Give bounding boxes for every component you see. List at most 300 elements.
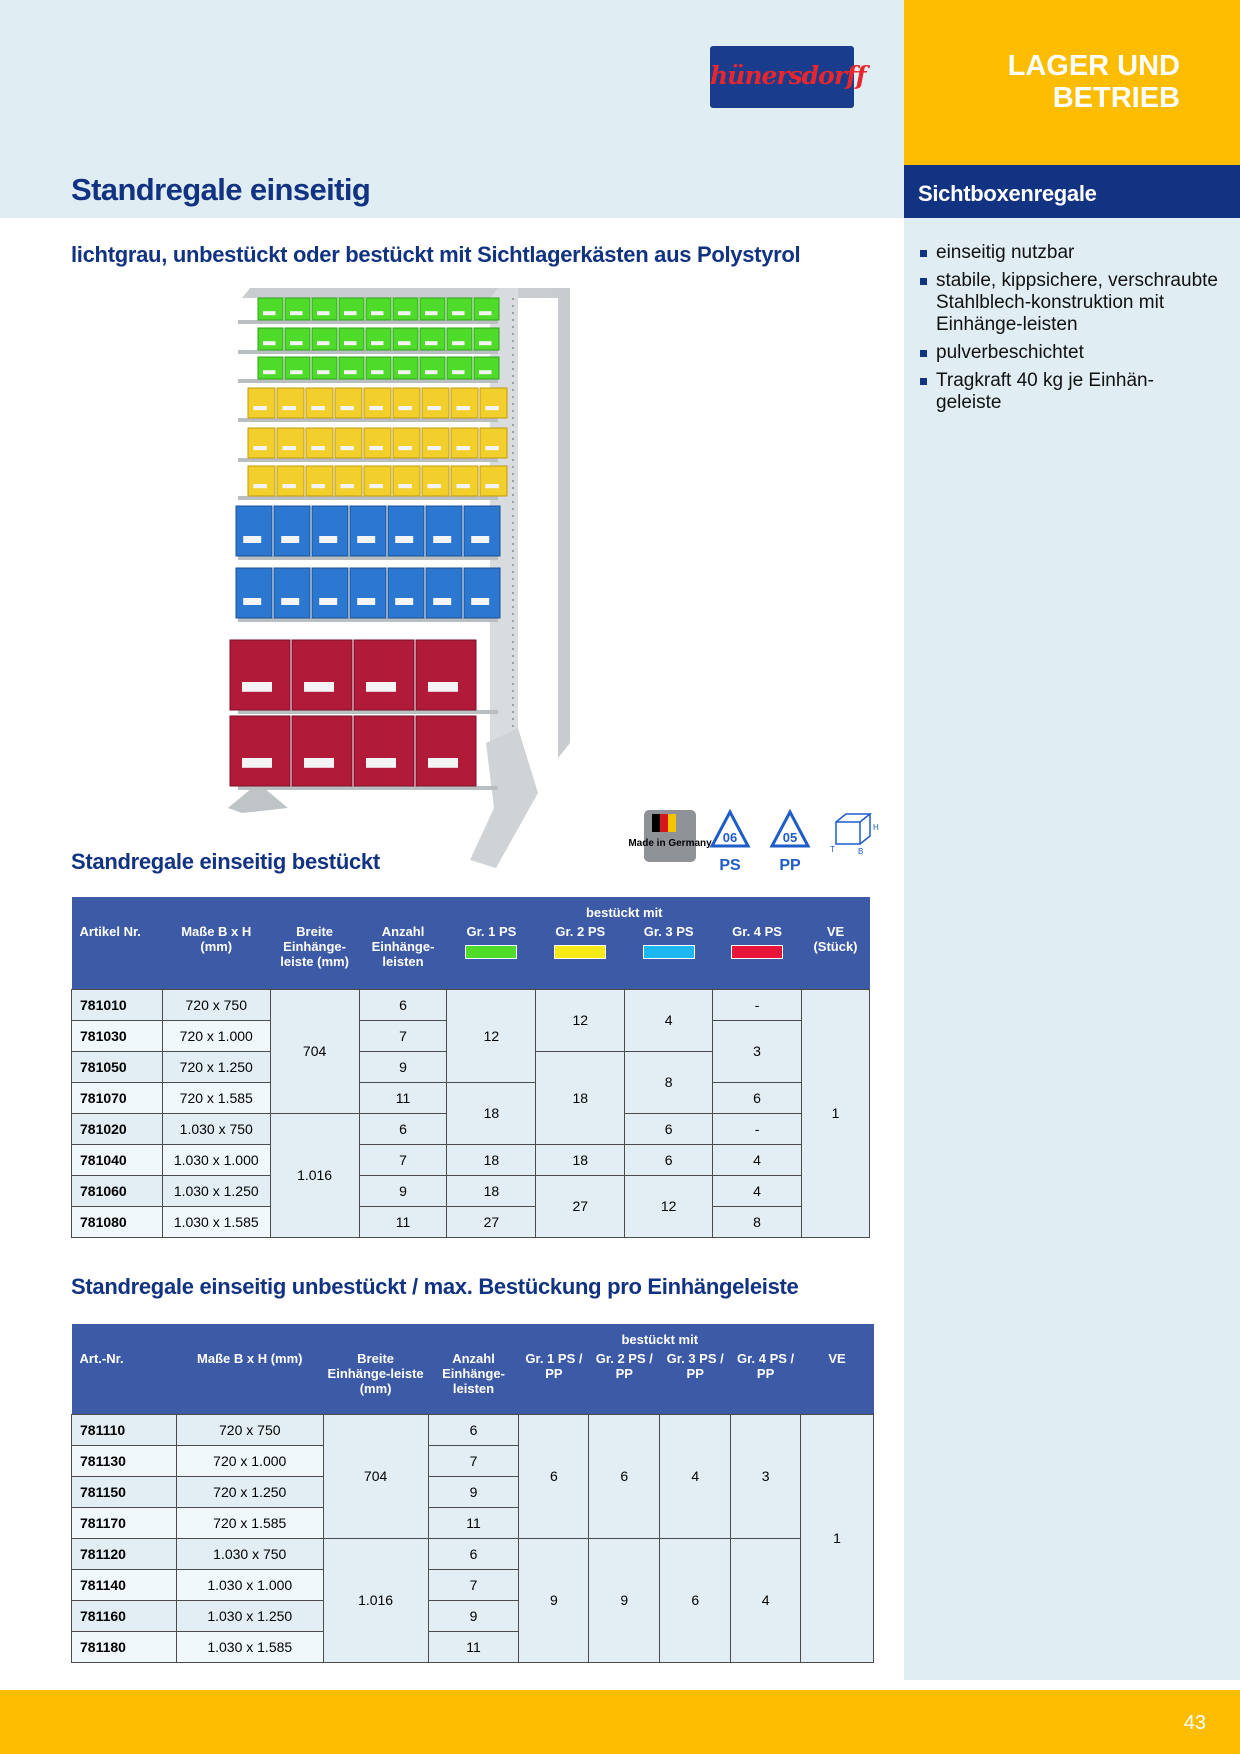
- art-nr: 781110: [72, 1414, 177, 1445]
- storage-bin: [480, 388, 507, 418]
- anzahl: 9: [359, 1051, 447, 1082]
- storage-bin: [248, 466, 275, 496]
- bin-label: [282, 484, 296, 488]
- gr4-value: 4: [713, 1175, 802, 1206]
- dimensions: 1.030 x 1.000: [176, 1569, 323, 1600]
- table-unbestueckt: [71, 1324, 874, 1663]
- storage-bin: [422, 428, 449, 458]
- storage-bin: [447, 357, 472, 379]
- gr3-value: 6: [625, 1113, 713, 1144]
- storage-bin: [285, 298, 310, 320]
- brand-logo: hünersdorff: [710, 46, 854, 108]
- storage-bin: [447, 328, 472, 350]
- anzahl: 6: [428, 1538, 519, 1569]
- art-nr: 781080: [72, 1206, 163, 1237]
- storage-bin: [292, 716, 352, 786]
- anzahl: 11: [359, 1206, 447, 1237]
- bin-label: [398, 370, 411, 374]
- table-row: [72, 989, 870, 1020]
- gr1-value: 12: [447, 989, 536, 1082]
- storage-bin: [236, 506, 272, 556]
- storage-bin: [366, 298, 391, 320]
- gr3-value: 12: [625, 1175, 713, 1237]
- bin-label: [452, 341, 465, 345]
- hanging-rail: [238, 496, 498, 500]
- bin-label: [485, 484, 499, 488]
- bin-label: [253, 446, 267, 450]
- anzahl: 7: [428, 1569, 519, 1600]
- bin-label: [344, 370, 357, 374]
- storage-bin: [306, 466, 333, 496]
- header-spacer: [801, 1324, 874, 1347]
- bin-label: [369, 446, 383, 450]
- anzahl: 6: [359, 989, 447, 1020]
- yellow-swatch: [554, 945, 606, 959]
- storage-bin: [393, 357, 418, 379]
- anzahl: 11: [428, 1631, 519, 1662]
- bin-label: [290, 370, 303, 374]
- hanging-rail: [238, 618, 498, 622]
- dim-t-label: T: [830, 845, 835, 854]
- gr4-value: 6: [713, 1082, 802, 1113]
- storage-bin: [230, 716, 290, 786]
- hanging-rail: [238, 710, 498, 714]
- dimensions: 720 x 750: [176, 1414, 323, 1445]
- col-header-art: Artikel Nr.: [72, 920, 163, 989]
- storage-bin: [393, 298, 418, 320]
- dimensions: 1.030 x 1.250: [162, 1175, 270, 1206]
- table-row: [72, 1175, 870, 1206]
- bin-label: [282, 446, 296, 450]
- bin-label: [428, 682, 458, 692]
- bin-label: [485, 446, 499, 450]
- anzahl: 6: [428, 1414, 519, 1445]
- col-header-gr4: [713, 920, 802, 989]
- bin-label: [243, 598, 261, 605]
- storage-bin: [464, 568, 500, 618]
- ve-value: 1: [801, 989, 869, 1237]
- anzahl: 7: [359, 1020, 447, 1051]
- bin-label: [319, 536, 337, 543]
- bin-label: [452, 370, 465, 374]
- bin-label: [357, 598, 375, 605]
- bin-label: [311, 484, 325, 488]
- storage-bin: [393, 428, 420, 458]
- bin-label: [428, 758, 458, 768]
- bin-label: [263, 370, 276, 374]
- storage-bin: [312, 506, 348, 556]
- table2-heading: Standregale einseitig unbestückt / max. Bestückung pro Einhängeleiste: [71, 1274, 799, 1299]
- page-subtitle: lichtgrau, unbestückt oder bestückt mit Sichtlagerkästen aus Polystyrol: [71, 242, 801, 267]
- storage-bin: [350, 506, 386, 556]
- feature-item: stabile, kippsichere, verschraubte Stahlblech-konstruktion mit Einhänge-leisten: [918, 270, 1218, 336]
- storage-bin: [350, 568, 386, 618]
- storage-bin: [339, 328, 364, 350]
- group-header: bestückt mit: [519, 1324, 801, 1347]
- col-header-breite: Breite Einhänge-leiste (mm): [270, 920, 359, 989]
- gr4-value: 4: [713, 1144, 802, 1175]
- bin-label: [471, 536, 489, 543]
- gr1-value: 18: [447, 1175, 536, 1206]
- bin-label: [395, 598, 413, 605]
- bin-label: [317, 370, 330, 374]
- table-row: [72, 1144, 870, 1175]
- bin-label: [371, 311, 384, 315]
- col-header-gr2: Gr. 2 PS / PP: [589, 1347, 660, 1414]
- bin-label: [290, 311, 303, 315]
- bin-label: [427, 406, 441, 410]
- bin-label: [427, 484, 441, 488]
- bin-label: [479, 311, 492, 315]
- gr4-value: 3: [731, 1414, 801, 1538]
- gr1-value: 9: [519, 1538, 589, 1662]
- red-swatch: [731, 945, 783, 959]
- bin-label: [479, 341, 492, 345]
- gr3-value: 4: [625, 989, 713, 1051]
- storage-bin: [274, 568, 310, 618]
- storage-bin: [354, 640, 414, 710]
- storage-bin: [422, 388, 449, 418]
- bin-label: [263, 311, 276, 315]
- gr3-value: 6: [660, 1538, 731, 1662]
- dimensions: 720 x 1.585: [162, 1082, 270, 1113]
- gr2-value: 18: [536, 1144, 625, 1175]
- col-header-art: Art.-Nr.: [72, 1347, 177, 1414]
- header-spacer: [72, 1324, 519, 1347]
- storage-bin: [248, 388, 275, 418]
- bin-label: [427, 446, 441, 450]
- col-header-gr3: Gr. 3 PS / PP: [660, 1347, 731, 1414]
- storage-bin: [312, 357, 337, 379]
- feature-list: [918, 242, 1218, 420]
- bin-label: [243, 536, 261, 543]
- art-nr: 781180: [72, 1631, 177, 1662]
- bin-label: [433, 536, 451, 543]
- storage-bin: [464, 506, 500, 556]
- col-header-gr4-label: Gr. 4 PS: [732, 924, 782, 939]
- bin-label: [369, 484, 383, 488]
- col-header-gr3-label: Gr. 3 PS: [643, 924, 694, 939]
- gr2-value: 18: [536, 1051, 625, 1144]
- storage-bin: [364, 388, 391, 418]
- col-header-gr4: Gr. 4 PS / PP: [731, 1347, 801, 1414]
- storage-bin: [366, 357, 391, 379]
- dimensions: 720 x 1.250: [176, 1476, 323, 1507]
- gr3-value: 8: [625, 1051, 713, 1113]
- bin-label: [253, 484, 267, 488]
- art-nr: 781010: [72, 989, 163, 1020]
- dim-h-label: H: [873, 823, 879, 832]
- bin-label: [304, 682, 334, 692]
- storage-bin: [339, 298, 364, 320]
- bin-label: [263, 341, 276, 345]
- col-header-ve: VE (Stück): [801, 920, 869, 989]
- bin-label: [282, 406, 296, 410]
- storage-bin: [258, 357, 283, 379]
- art-nr: 781150: [72, 1476, 177, 1507]
- storage-bin: [364, 466, 391, 496]
- art-nr: 781070: [72, 1082, 163, 1113]
- subcategory-title: Sichtboxenregale: [918, 181, 1097, 206]
- storage-bin: [277, 466, 304, 496]
- art-nr: 781130: [72, 1445, 177, 1476]
- hanging-rail: [238, 556, 498, 560]
- storage-bin: [451, 466, 478, 496]
- bin-label: [340, 406, 354, 410]
- storage-bin: [388, 506, 424, 556]
- storage-bin: [312, 568, 348, 618]
- pp-recycling-code: 05: [782, 830, 798, 845]
- gr3-value: 4: [660, 1414, 731, 1538]
- subcategory-bar: [904, 165, 1240, 218]
- storage-bin: [306, 388, 333, 418]
- gr1-value: 18: [447, 1082, 536, 1144]
- hanging-rail: [238, 418, 498, 422]
- breite: 1.016: [323, 1538, 428, 1662]
- storage-bin: [335, 428, 362, 458]
- dim-b-label: B: [858, 847, 864, 856]
- storage-bin: [312, 328, 337, 350]
- bin-label: [398, 311, 411, 315]
- storage-bin: [451, 388, 478, 418]
- breite: 704: [270, 989, 359, 1113]
- header-spacer: [801, 897, 869, 920]
- category-title: LAGER UND BETRIEB: [1007, 50, 1180, 114]
- bin-label: [253, 406, 267, 410]
- hanging-rail: [238, 320, 498, 324]
- bin-label: [395, 536, 413, 543]
- col-header-dim: Maße B x H (mm): [162, 920, 270, 989]
- bin-label: [281, 598, 299, 605]
- bin-label: [340, 484, 354, 488]
- anzahl: 9: [359, 1175, 447, 1206]
- storage-bin: [426, 568, 462, 618]
- bin-label: [344, 311, 357, 315]
- art-nr: 781160: [72, 1600, 177, 1631]
- art-nr: 781040: [72, 1144, 163, 1175]
- bin-label: [366, 758, 396, 768]
- bin-label: [311, 406, 325, 410]
- bin-label: [242, 682, 272, 692]
- storage-bin: [339, 357, 364, 379]
- bin-label: [369, 406, 383, 410]
- storage-bin: [393, 388, 420, 418]
- ve-value: 1: [801, 1414, 874, 1662]
- col-header-gr2: [536, 920, 625, 989]
- category-box: [904, 0, 1240, 165]
- gr1-value: 27: [447, 1206, 536, 1237]
- table1-heading: Standregale einseitig bestückt: [71, 849, 380, 874]
- storage-bin: [420, 328, 445, 350]
- bin-label: [340, 446, 354, 450]
- storage-bin: [416, 716, 476, 786]
- bin-label: [319, 598, 337, 605]
- gr2-value: 9: [589, 1538, 660, 1662]
- storage-bin: [277, 428, 304, 458]
- gr4-value: 4: [731, 1538, 801, 1662]
- storage-bin: [447, 298, 472, 320]
- feature-item: einseitig nutzbar: [918, 242, 1218, 264]
- gr1-value: 6: [519, 1414, 589, 1538]
- anzahl: 7: [359, 1144, 447, 1175]
- anzahl: 9: [428, 1600, 519, 1631]
- bin-label: [456, 406, 470, 410]
- dimensions: 1.030 x 750: [162, 1113, 270, 1144]
- anzahl: 9: [428, 1476, 519, 1507]
- blue-swatch: [643, 945, 695, 959]
- gr1-value: 18: [447, 1144, 536, 1175]
- storage-bin: [306, 428, 333, 458]
- dimensions: 1.030 x 750: [176, 1538, 323, 1569]
- dimensions: 1.030 x 1.000: [162, 1144, 270, 1175]
- dimensions: 720 x 1.250: [162, 1051, 270, 1082]
- bin-label: [344, 341, 357, 345]
- table-bestueckt: [71, 897, 870, 1238]
- bin-label: [485, 406, 499, 410]
- col-header-breite: Breite Einhänge-leiste (mm): [323, 1347, 428, 1414]
- gr2-value: 12: [536, 989, 625, 1051]
- art-nr: 781050: [72, 1051, 163, 1082]
- col-header-gr3: [625, 920, 713, 989]
- storage-bin: [366, 328, 391, 350]
- group-header: bestückt mit: [447, 897, 802, 920]
- bin-label: [471, 598, 489, 605]
- storage-bin: [258, 298, 283, 320]
- bin-label: [304, 758, 334, 768]
- storage-bin: [354, 716, 414, 786]
- bin-label: [425, 311, 438, 315]
- dimensions: 720 x 1.000: [162, 1020, 270, 1051]
- bin-label: [425, 370, 438, 374]
- gr3-value: 6: [625, 1144, 713, 1175]
- storage-bin: [312, 298, 337, 320]
- art-nr: 781120: [72, 1538, 177, 1569]
- art-nr: 781170: [72, 1507, 177, 1538]
- bin-label: [317, 341, 330, 345]
- gr2-value: 6: [589, 1414, 660, 1538]
- page-number: 43: [1183, 1712, 1206, 1734]
- breite: 1.016: [270, 1113, 359, 1237]
- storage-bin: [236, 568, 272, 618]
- storage-bin: [422, 466, 449, 496]
- made-in-germany-text: Made in Germany: [628, 838, 712, 849]
- storage-bin: [420, 298, 445, 320]
- storage-bin: [480, 466, 507, 496]
- dimensions: 1.030 x 1.585: [176, 1631, 323, 1662]
- storage-bin: [393, 328, 418, 350]
- dimensions-icon: [836, 814, 870, 844]
- bin-label: [371, 341, 384, 345]
- storage-bin: [258, 328, 283, 350]
- shelf-product-image: [228, 288, 588, 868]
- col-header-gr2-label: Gr. 2 PS: [555, 924, 606, 939]
- feature-item: Tragkraft 40 kg je Einhän-geleiste: [918, 370, 1218, 414]
- bin-label: [479, 370, 492, 374]
- bin-label: [242, 758, 272, 768]
- col-header-dim: Maße B x H (mm): [176, 1347, 323, 1414]
- storage-bin: [248, 428, 275, 458]
- bin-label: [456, 484, 470, 488]
- certification-badges: [628, 806, 880, 878]
- bin-label: [398, 341, 411, 345]
- col-header-gr1-label: Gr. 1 PS: [466, 924, 517, 939]
- bin-label: [371, 370, 384, 374]
- storage-bin: [474, 298, 499, 320]
- art-nr: 781030: [72, 1020, 163, 1051]
- anzahl: 6: [359, 1113, 447, 1144]
- bin-label: [425, 341, 438, 345]
- col-header-anzahl: Anzahl Einhänge-leisten: [359, 920, 447, 989]
- ps-label: PS: [719, 857, 741, 874]
- anzahl: 7: [428, 1445, 519, 1476]
- storage-bin: [451, 428, 478, 458]
- feature-item: pulverbeschichtet: [918, 342, 1218, 364]
- footer-bar: [0, 1690, 1240, 1754]
- dimensions: 720 x 1.000: [176, 1445, 323, 1476]
- storage-bin: [274, 506, 310, 556]
- storage-bin: [292, 640, 352, 710]
- storage-bin: [285, 328, 310, 350]
- col-header-gr1: [447, 920, 536, 989]
- storage-bin: [335, 466, 362, 496]
- bin-label: [398, 446, 412, 450]
- bin-label: [366, 682, 396, 692]
- anzahl: 11: [428, 1507, 519, 1538]
- table-row: [72, 1206, 870, 1237]
- storage-bin: [426, 506, 462, 556]
- page-title: Standregale einseitig: [71, 172, 371, 207]
- art-nr: 781020: [72, 1113, 163, 1144]
- dimensions: 1.030 x 1.250: [176, 1600, 323, 1631]
- gr4-value: 3: [713, 1020, 802, 1082]
- storage-bin: [277, 388, 304, 418]
- breite: 704: [323, 1414, 428, 1538]
- bin-label: [317, 311, 330, 315]
- storage-bin: [388, 568, 424, 618]
- col-header-anzahl: Anzahl Einhänge-leisten: [428, 1347, 519, 1414]
- hanging-rail: [238, 786, 498, 790]
- storage-bin: [393, 466, 420, 496]
- storage-bin: [285, 357, 310, 379]
- header-spacer: [72, 897, 447, 920]
- ps-recycling-code: 06: [722, 830, 738, 845]
- hanging-rail: [238, 350, 498, 354]
- anzahl: 11: [359, 1082, 447, 1113]
- gr2-value: 27: [536, 1175, 625, 1237]
- col-header-gr1: Gr. 1 PS / PP: [519, 1347, 589, 1414]
- bin-label: [452, 311, 465, 315]
- bin-label: [456, 446, 470, 450]
- art-nr: 781140: [72, 1569, 177, 1600]
- storage-bin: [420, 357, 445, 379]
- hanging-rail: [238, 379, 498, 383]
- storage-bin: [416, 640, 476, 710]
- hanging-rail: [238, 458, 498, 462]
- bin-label: [311, 446, 325, 450]
- pp-label: PP: [779, 857, 801, 874]
- dimensions: 720 x 750: [162, 989, 270, 1020]
- gr4-value: -: [713, 1113, 802, 1144]
- bin-label: [290, 341, 303, 345]
- bin-label: [398, 406, 412, 410]
- gr4-value: 8: [713, 1206, 802, 1237]
- bin-label: [398, 484, 412, 488]
- storage-bin: [480, 428, 507, 458]
- art-nr: 781060: [72, 1175, 163, 1206]
- storage-bin: [474, 328, 499, 350]
- storage-bin: [474, 357, 499, 379]
- storage-bin: [364, 428, 391, 458]
